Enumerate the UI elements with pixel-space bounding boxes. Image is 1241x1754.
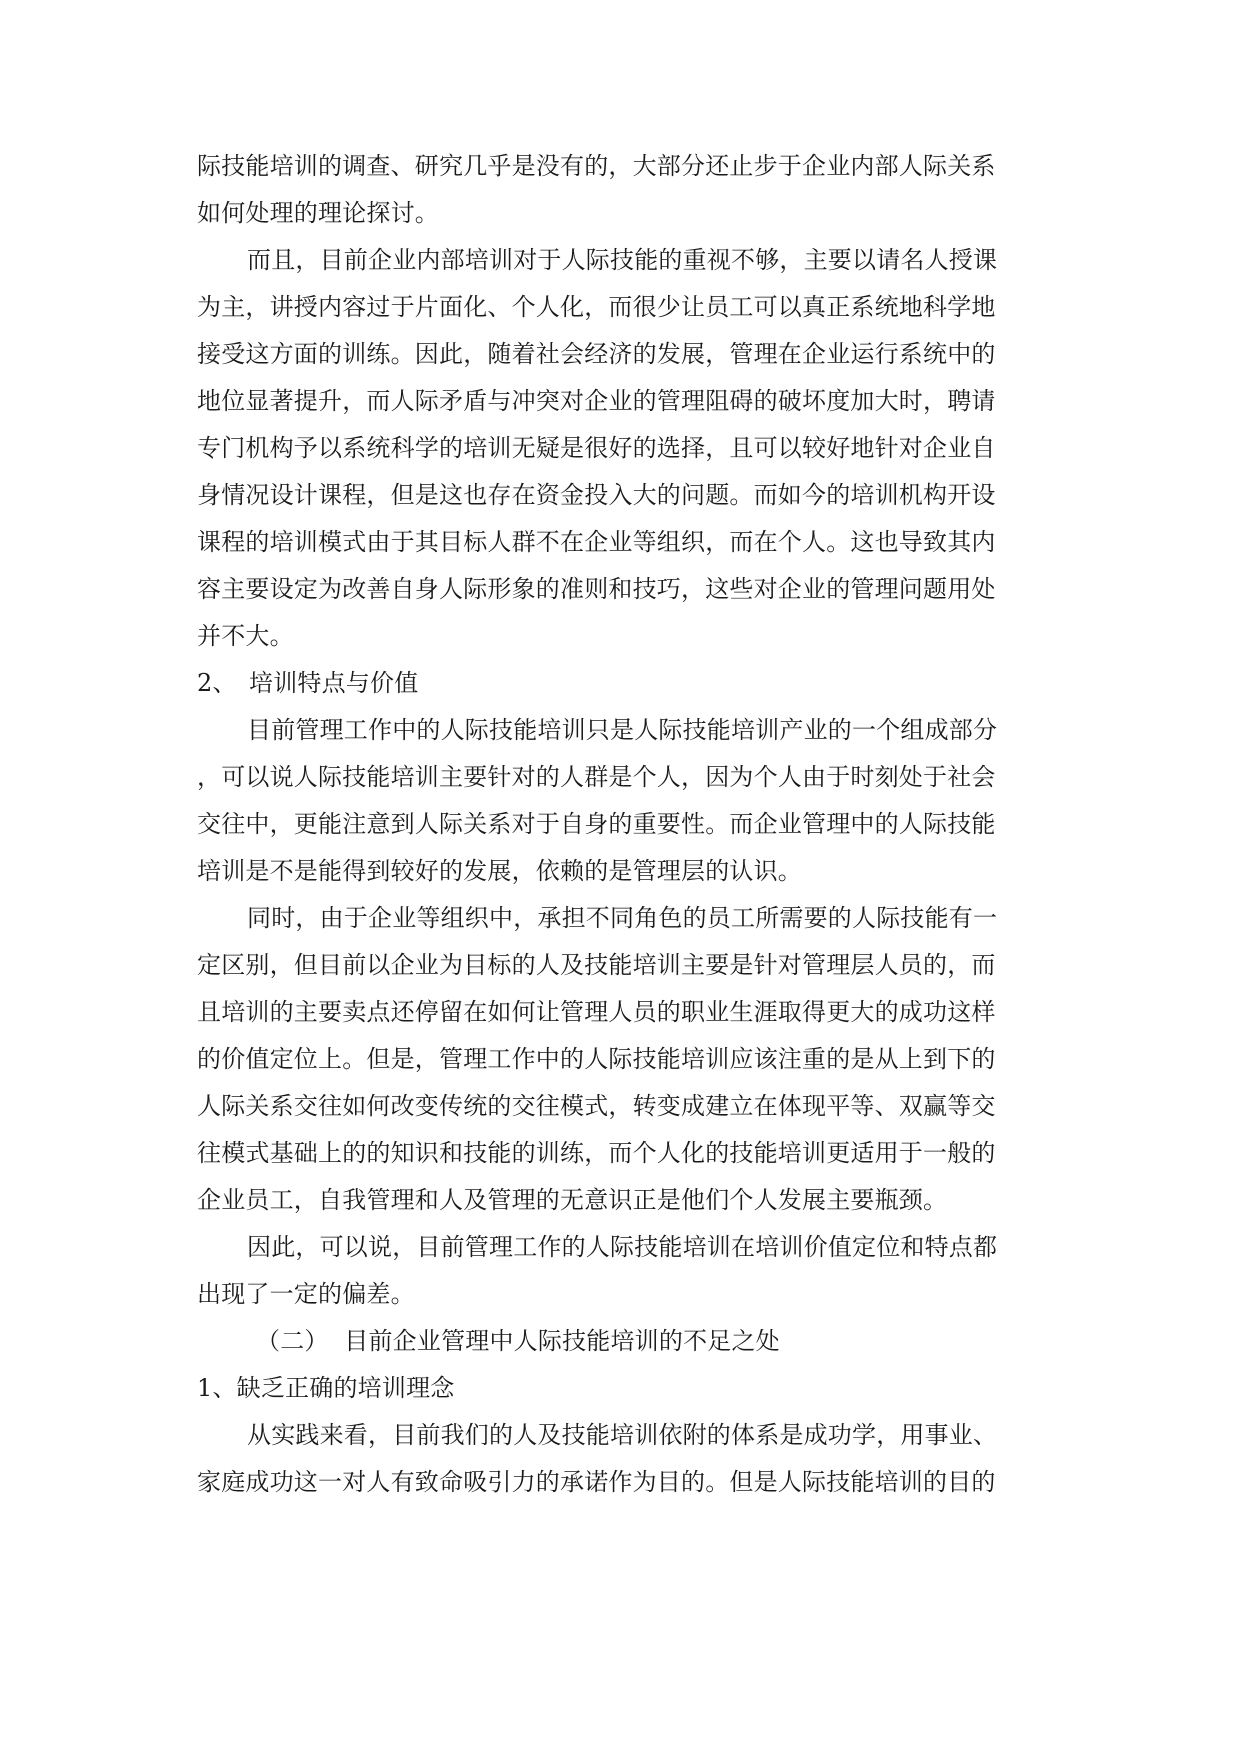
- paragraph-line: 并不大。: [197, 622, 294, 650]
- section-number: 2、: [197, 669, 237, 697]
- section-heading: [197, 668, 1077, 698]
- paragraph-line: 专门机构予以系统科学的培训无疑是很好的选择，且可以较好地针对企业自: [197, 434, 996, 462]
- paragraph-line: 且培训的主要卖点还停留在如何让管理人员的职业生涯取得更大的成功这样: [197, 998, 996, 1026]
- paragraph-line: 的价值定位上。但是，管理工作中的人际技能培训应该注重的是从上到下的: [197, 1045, 996, 1073]
- paragraph-line: 目前管理工作中的人际技能培训只是人际技能培训产业的一个组成部分: [247, 716, 998, 744]
- paragraph-line: 容主要设定为改善自身人际形象的准则和技巧，这些对企业的管理问题用处: [197, 575, 996, 603]
- paragraph-line: 定区别，但目前以企业为目标的人及技能培训主要是针对管理层人员的，而: [197, 951, 996, 979]
- paragraph-line: 因此，可以说，目前管理工作的人际技能培训在培训价值定位和特点都: [247, 1233, 998, 1261]
- paragraph-line: 交往中，更能注意到人际关系对于自身的重要性。而企业管理中的人际技能: [197, 810, 996, 838]
- paragraph-line: 地位显著提升，而人际矛盾与冲突对企业的管理阻碍的破坏度加大时，聘请: [197, 387, 996, 415]
- paragraph-line: 接受这方面的训练。因此，随着社会经济的发展，管理在企业运行系统中的: [197, 340, 996, 368]
- paragraph-line: 培训是不是能得到较好的发展，依赖的是管理层的认识。: [197, 857, 802, 885]
- paragraph-line: 际技能培训的调查、研究几乎是没有的，大部分还止步于企业内部人际关系: [197, 152, 996, 180]
- section-title: 培训特点与价值: [249, 669, 419, 697]
- paragraph-line: 同时，由于企业等组织中，承担不同角色的员工所需要的人际技能有一: [247, 904, 998, 932]
- paragraph-line: 出现了一定的偏差。: [197, 1280, 415, 1308]
- subsection-number: （二）: [256, 1327, 329, 1355]
- paragraph-line: 家庭成功这一对人有致命吸引力的承诺作为目的。但是人际技能培训的目的: [197, 1468, 996, 1496]
- subsection-title: 目前企业管理中人际技能培训的不足之处: [344, 1327, 780, 1355]
- paragraph-line: 而且，目前企业内部培训对于人际技能的重视不够，主要以请名人授课: [247, 246, 998, 274]
- subsection-heading: [256, 1326, 1077, 1356]
- paragraph-line: 身情况设计课程，但是这也存在资金投入大的问题。而如今的培训机构开设: [197, 481, 996, 509]
- paragraph-line: 为主，讲授内容过于片面化、个人化，而很少让员工可以真正系统地科学地: [197, 293, 996, 321]
- paragraph-line: 企业员工，自我管理和人及管理的无意识正是他们个人发展主要瓶颈。: [197, 1186, 948, 1214]
- paragraph-line: 人际关系交往如何改变传统的交往模式，转变成建立在体现平等、双赢等交: [197, 1092, 996, 1120]
- paragraph-line: 往模式基础上的的知识和技能的训练，而个人化的技能培训更适用于一般的: [197, 1139, 996, 1167]
- point-heading: 1、缺乏正确的培训理念: [197, 1374, 455, 1402]
- paragraph-line: 课程的培训模式由于其目标人群不在企业等组织，而在个人。这也导致其内: [197, 528, 996, 556]
- paragraph-line: 从实践来看，目前我们的人及技能培训依附的体系是成功学，用事业、: [247, 1421, 998, 1449]
- paragraph-line: 如何处理的理论探讨。: [197, 199, 439, 227]
- paragraph-line: ，可以说人际技能培训主要针对的人群是个人，因为个人由于时刻处于社会: [197, 763, 996, 791]
